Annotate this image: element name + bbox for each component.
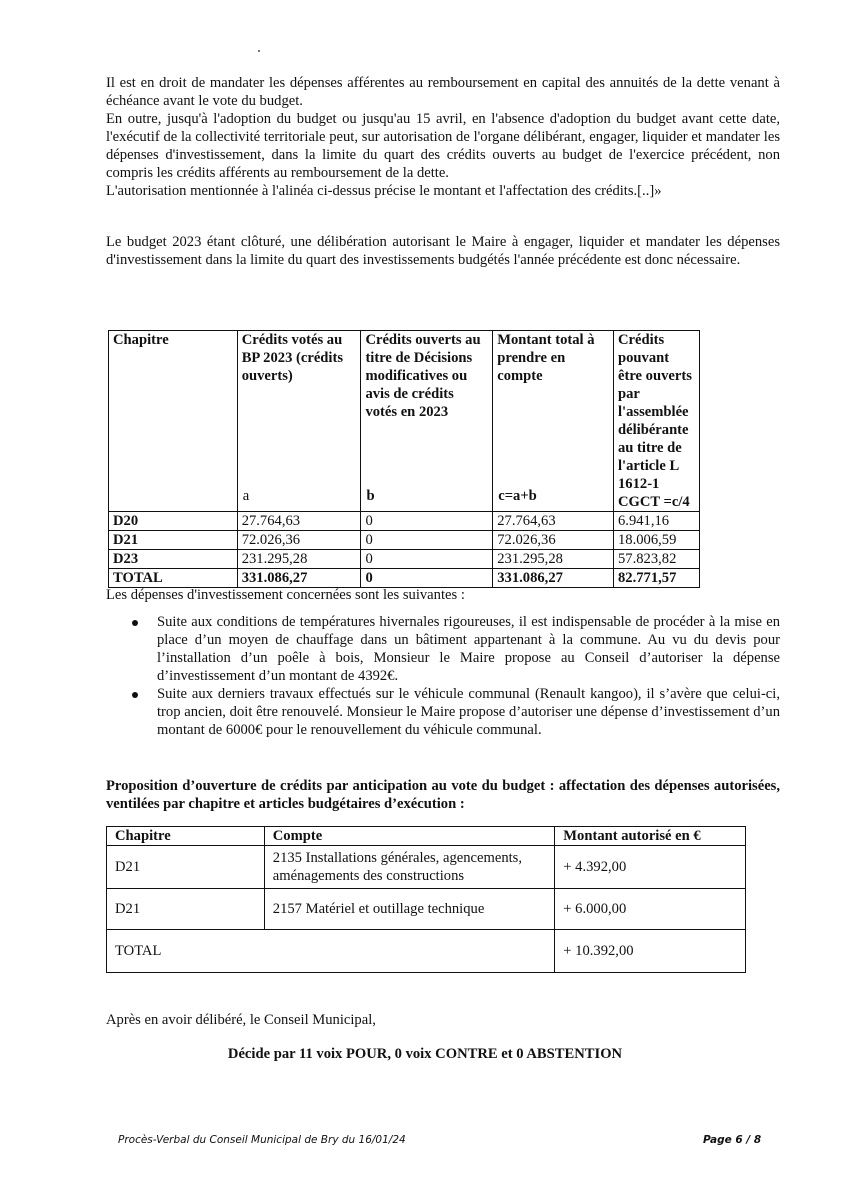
credits-table: [108, 330, 700, 588]
intro-paragraph-1: Il est en droit de mandater les dépenses afférentes au remboursement en capital des annuités de la dette venant à échéance avant le vote du budget.: [106, 75, 780, 109]
table-row: D20 27.764,63 0 27.764,63 6.941,16: [109, 512, 700, 531]
table-row: D23 231.295,28 0 231.295,28 57.823,82: [109, 550, 700, 569]
bullet-icon: [132, 692, 138, 698]
header-credits-votes: Crédits votés au BP 2023 (crédits ouverts) a: [237, 331, 361, 512]
proposition-heading: Proposition d’ouverture de crédits par anticipation au vote du budget : affectation des dépenses autorisées, ventilées par chapitre et articles budgétaires d’exécution :: [106, 778, 780, 812]
header-sub-a: a: [242, 488, 250, 504]
scan-mark: [258, 50, 260, 52]
bullet-icon: [132, 620, 138, 626]
table-row: D21 2157 Matériel et outillage technique + 6.000,00: [107, 889, 746, 930]
affectation-table: [106, 826, 746, 973]
intro-paragraph-2: En outre, jusqu'à l'adoption du budget ou jusqu'au 15 avril, en l'absence d'adoption du budget avant cette date, l'exécutif de la collectivité territoriale peut, sur autorisation de l'organe délibérant, engager, liquider et mandater les dépenses d'investissement, dans la limite du quart des crédits ouverts au budget de l'exercice précédent, non compris les crédits afférents au remboursement de la dette.: [106, 111, 780, 181]
legal-quote: [106, 74, 780, 200]
header-sub-c: c=a+b: [498, 488, 537, 504]
header-sub-b: b: [366, 488, 375, 504]
footer-title: Procès-Verbal du Conseil Municipal de Bry du 16/01/24: [118, 1134, 406, 1146]
after-deliberation-text: Après en avoir délibéré, le Conseil Municipal,: [106, 1012, 376, 1028]
budget-paragraph: Le budget 2023 étant clôturé, une délibération autorisant le Maire à engager, liquider et mandater les dépenses d'investissement dans la limite du quart des investissements budgétés l'année précédente est donc nécessaire.: [106, 234, 780, 268]
depenses-list: [106, 613, 780, 739]
header-credits-ouverts: Crédits ouverts au titre de Décisions modificatives ou avis de crédits votés en 2023 b: [361, 331, 493, 512]
affectation-table-header: Chapitre Compte Montant autorisé en €: [107, 827, 746, 846]
page-number: Page 6 / 8: [703, 1134, 762, 1146]
table-total-row: TOTAL 331.086,27 0 331.086,27 82.771,57: [109, 569, 700, 588]
list-item: Suite aux derniers travaux effectués sur le véhicule communal (Renault kangoo), il s’avère que celui-ci, trop ancien, doit être renouvelé. Monsieur le Maire propose d’autoriser une dépense d’investissement d’un montant de 6000€ pour le renouvellement du véhicule communal.: [106, 685, 780, 739]
table-row: D21 2135 Installations générales, agencements, aménagements des constructions + 4.392,00: [107, 846, 746, 889]
header-montant-total: Montant total à prendre en compte c=a+b: [493, 331, 614, 512]
credits-table-header: [109, 331, 700, 512]
header-chapitre: Chapitre: [109, 331, 238, 512]
header-credits-pouvant: Crédits pouvant être ouverts par l'assemblée délibérante au titre de l'article L 1612-1 CGCT =c/4: [614, 331, 700, 512]
depenses-intro: Les dépenses d'investissement concernées sont les suivantes :: [106, 587, 465, 603]
table-total-row: TOTAL + 10.392,00: [107, 930, 746, 973]
list-item: Suite aux conditions de températures hivernales rigoureuses, il est indispensable de procéder à la mise en place d’un moyen de chauffage dans un bâtiment appartenant à la commune. Au vu du devis pour l’installation d’un poêle à bois, Monsieur le Maire propose au Conseil d’autoriser la dépense d’investissement d’un montant de 4392€.: [106, 613, 780, 685]
decision-text: Décide par 11 voix POUR, 0 voix CONTRE et 0 ABSTENTION: [227, 1046, 623, 1062]
header-sub-article: 1612-1 CGCT =c/4: [618, 476, 690, 510]
intro-paragraph-3: L'autorisation mentionnée à l'alinéa ci-dessus précise le montant et l'affectation des crédits.[..]»: [106, 183, 662, 199]
table-row: D21 72.026,36 0 72.026,36 18.006,59: [109, 531, 700, 550]
